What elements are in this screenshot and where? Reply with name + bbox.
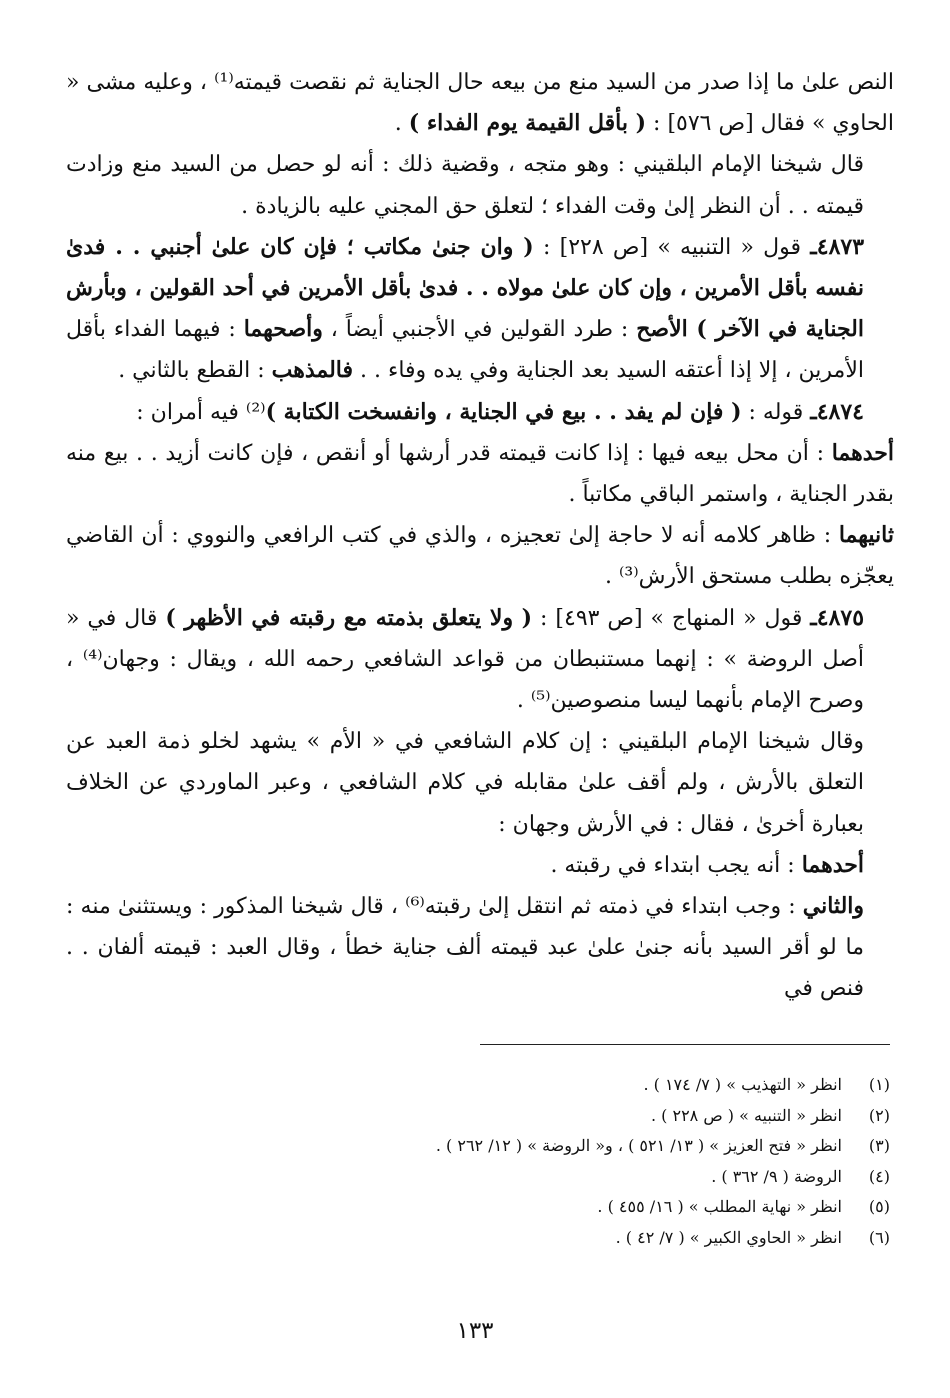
paragraph-4875 [66,598,894,722]
paragraph-2: قال شيخنا الإمام البلقيني : وهو متجه ، وقضية ذلك : أنه لو حصل من السيد منع وزادت قيمته . . أن النظر إلىٰ وقت الفداء ؛ لتعلق حق المجني عليه بالزيادة . [66,152,864,219]
bold-term: أحدهما [801,851,864,878]
footnote-text: انظر « الحاوي الكبير » ( ٧/ ٤٢ ) . [615,1227,842,1247]
text-run: قال في « أصل الروضة » : إنهما مستنبطان من قواعد الشافعي رحمه الله ، ويقال : وجهان⁽⁴⁾ ، وصرح الإمام بأنهما ليسا منصوصين⁽⁵⁾ . [66,605,864,714]
footnote-number: (٦) [868,1227,890,1247]
issue-number: ٤٨٧٤ـ [810,398,864,425]
footnote-item [66,1070,890,1101]
bold-quote: ( بأقل القيمة يوم الفداء ) [408,110,647,137]
footnote-text: انظر « نهاية المطلب » ( ١٦/ ٤٥٥ ) . [597,1197,842,1217]
footnote-text: انظر « التهذيب » ( ٧/ ١٧٤ ) . [643,1075,842,1094]
issue-number: ٤٨٧٣ـ [810,233,865,260]
text-run: : أنه يجب ابتداء في رقبته . [550,852,802,878]
footnote-item [66,1131,890,1162]
bold-quote: ( فإن لم يفد . . بيع في الجناية ، وانفسخت الكتابة ) [265,398,742,425]
paragraph-second-matter [66,515,894,597]
footnote-text: الروضة ( ٩/ ٣٦٢ ) . [711,1166,842,1186]
paragraph-8: وقال شيخنا الإمام البلقيني : إن كلام الشافعي في « الأم » يشهد لخلو ذمة العبد عن التعلق بالأرش ، ولم أقف علىٰ مقابله في كلام الشافعي ، وعبر الماوردي عن الخلاف بعبارة أخرىٰ ، فقال : في الأرش وجهان : [66,729,864,837]
footnote-number: (٣) [868,1136,890,1156]
page-number: ١٣٣ [456,1318,494,1344]
issue-number: ٤٨٧٥ـ [810,604,865,631]
footnote-item [66,1162,890,1193]
bold-term: فالمذهب [271,357,354,384]
text-run: : ظاهر كلامه أنه لا حاجة إلىٰ تعجيزه ، والذي في كتب الرافعي والنووي : أن القاضي يعجّزه بطلب مستحق الأرش⁽³⁾ . [66,523,894,590]
paragraph-first-matter [66,433,894,515]
text-run: قول « المنهاج » [ص ٤٩٣] : [532,605,811,631]
text-run: قول « التنبيه » [ص ٢٢٨] : [533,234,811,260]
paragraph-4873 [66,227,894,392]
text-run: : القطع بالثاني . [118,358,272,384]
text-run: : أن محل بيعه فيها : إذا كانت قيمته قدر أرشها أو أنقص ، فإن كانت أزيد . . بيع منه بقدر الجناية ، واستمر الباقي مكاتباً . [66,440,894,508]
paragraph-4874 [66,392,894,433]
text-run: النص علىٰ ما إذا صدر من السيد منع من بيعه حال الجناية ثم نقصت قيمته⁽¹⁾ ، وعليه مشى « الحاوي » فقال [ص ٥٧٦] : [66,70,894,137]
text-run: : فيهما الفداء بأقل الأمرين ، إلا إذا أعتقه السيد بعد الجناية وفي يده وفاء . . [66,317,864,384]
paragraph-10 [66,886,894,1010]
footnote-item [66,1192,890,1223]
text-run: . [394,111,409,137]
bold-quote: ( وان جنىٰ مكاتب ؛ فإن كان علىٰ أجنبي . . فدىٰ نفسه بأقل الأمرين ، وإن كان علىٰ مولاه . . فدىٰ بأقل الأمرين في أحد القولين ، وبأرش الجناية في الآخر ) الأصح [66,233,864,343]
text-run: : طرد القولين في الأجنبي أيضاً ، [322,317,637,343]
bold-term: والثاني [802,893,865,920]
footnote-number: (٢) [868,1105,890,1125]
footnote-number: (٥) [868,1197,890,1217]
paragraph-1 [66,62,894,144]
footnote-number: (١) [868,1075,890,1094]
bold-term: ثانيهما [838,522,894,549]
footnotes [66,1070,890,1254]
footnote-text: انظر « التنبيه » ( ص ٢٢٨ ) . [650,1105,842,1125]
footnote-item [66,1101,890,1132]
footnote-divider [480,1044,890,1045]
bold-term: وأصحهما [243,316,323,343]
text-run: : وجب ابتداء في ذمته ثم انتقل إلىٰ رقبته⁽⁶⁾ ، قال شيخنا المذكور : ويستثنىٰ منه : ما لو أقر السيد بأنه جنىٰ علىٰ عبد قيمته ألف جناية خطأ ، وقال العبد : قيمته ألفان . . فنص في [66,894,864,1002]
footnote-number: (٤) [868,1166,890,1186]
main-text [66,62,894,1010]
bold-quote: ( ولا يتعلق بذمته مع رقبته في الأظهر ) [165,604,533,631]
bold-term: أحدهما [831,439,894,466]
text-run: قوله : [741,399,811,425]
footnote-item [66,1223,890,1254]
text-run: ⁽²⁾ فيه أمران : [136,399,266,425]
paragraph-9 [66,845,894,886]
footnote-text: انظر « فتح العزيز » ( ١٣/ ٥٢١ ) ، و« الروضة » ( ١٢/ ٢٦٢ ) . [435,1136,842,1156]
